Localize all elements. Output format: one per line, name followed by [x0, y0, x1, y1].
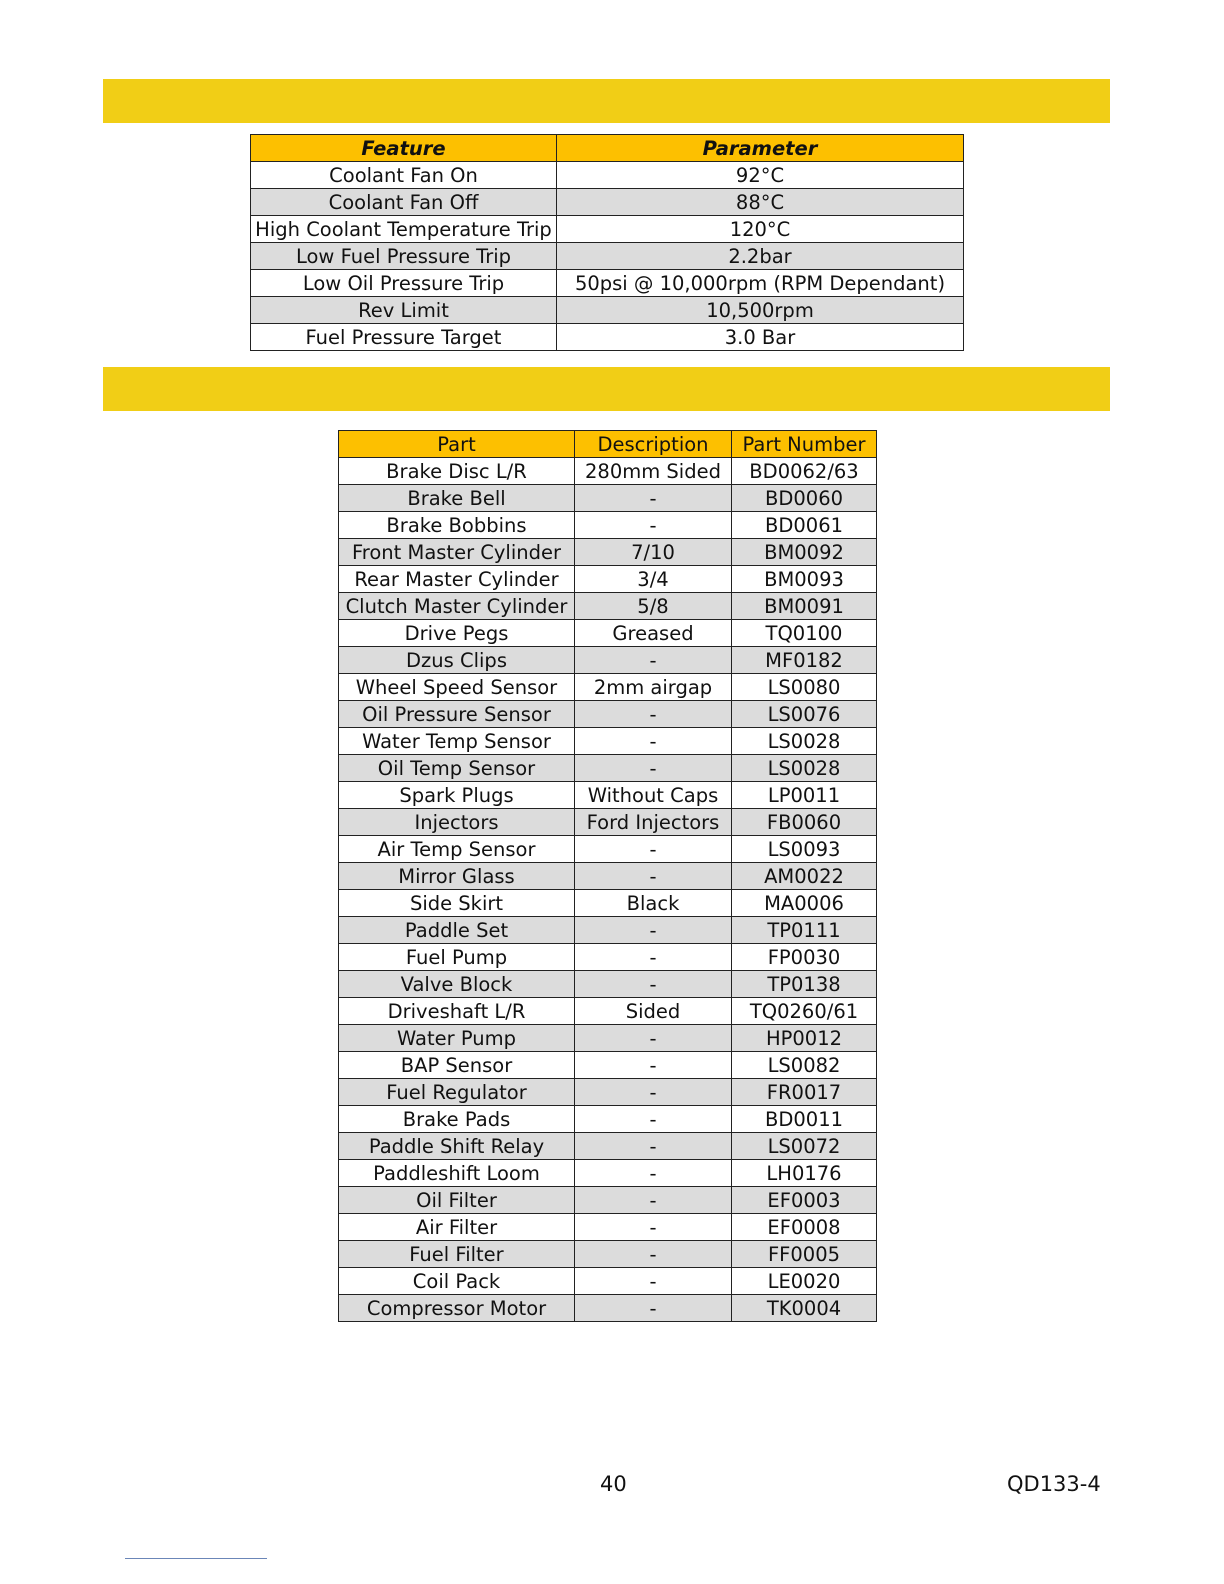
part-cell: Fuel Filter	[339, 1241, 575, 1268]
section-header-band-parts	[103, 367, 1110, 411]
part-cell: Fuel Regulator	[339, 1079, 575, 1106]
part-cell: Air Temp Sensor	[339, 836, 575, 863]
description-cell: 3/4	[575, 566, 732, 593]
description-cell: -	[575, 647, 732, 674]
table-row	[339, 1025, 877, 1052]
table-row	[339, 1079, 877, 1106]
description-cell: -	[575, 1268, 732, 1295]
table-row	[339, 755, 877, 782]
description-cell: -	[575, 728, 732, 755]
part-number-cell: LH0176	[732, 1160, 877, 1187]
part-number-cell: FR0017	[732, 1079, 877, 1106]
part-cell: Coil Pack	[339, 1268, 575, 1295]
feature-cell: Coolant Fan On	[251, 162, 557, 189]
description-cell: -	[575, 1187, 732, 1214]
part-number-cell: LS0028	[732, 755, 877, 782]
description-cell: 7/10	[575, 539, 732, 566]
parameter-cell: 2.2bar	[557, 243, 964, 270]
part-cell: Rear Master Cylinder	[339, 566, 575, 593]
part-number-cell: TK0004	[732, 1295, 877, 1322]
description-cell: 5/8	[575, 593, 732, 620]
part-cell: Injectors	[339, 809, 575, 836]
table-row	[251, 216, 964, 243]
part-number-cell: EF0003	[732, 1187, 877, 1214]
description-cell: -	[575, 944, 732, 971]
feature-cell: Low Oil Pressure Trip	[251, 270, 557, 297]
part-number-cell: BM0093	[732, 566, 877, 593]
part-cell: Oil Temp Sensor	[339, 755, 575, 782]
feature-cell: Coolant Fan Off	[251, 189, 557, 216]
table-row	[251, 297, 964, 324]
part-number-cell: HP0012	[732, 1025, 877, 1052]
description-cell: -	[575, 755, 732, 782]
description-cell: Black	[575, 890, 732, 917]
table-row	[339, 836, 877, 863]
parameter-cell: 88°C	[557, 189, 964, 216]
footnote-divider	[125, 1558, 267, 1559]
parameter-cell: 3.0 Bar	[557, 324, 964, 351]
table-header-row	[339, 431, 877, 458]
table-row	[251, 243, 964, 270]
description-cell: -	[575, 917, 732, 944]
parameter-cell: 50psi @ 10,000rpm (RPM Dependant)	[557, 270, 964, 297]
table-row	[339, 566, 877, 593]
part-cell: Paddle Shift Relay	[339, 1133, 575, 1160]
part-number-cell: LP0011	[732, 782, 877, 809]
table-row	[339, 998, 877, 1025]
part-cell: Side Skirt	[339, 890, 575, 917]
table-row	[339, 917, 877, 944]
part-number-cell: FB0060	[732, 809, 877, 836]
part-cell: Water Pump	[339, 1025, 575, 1052]
table-row	[339, 1295, 877, 1322]
description-cell: -	[575, 836, 732, 863]
table-row	[251, 270, 964, 297]
table-row	[339, 701, 877, 728]
feature-parameter-table	[250, 134, 964, 351]
part-number-cell: LS0076	[732, 701, 877, 728]
part-cell: BAP Sensor	[339, 1052, 575, 1079]
table-row	[339, 593, 877, 620]
part-number-cell: TP0111	[732, 917, 877, 944]
part-number-cell: AM0022	[732, 863, 877, 890]
part-cell: Fuel Pump	[339, 944, 575, 971]
table-row	[339, 809, 877, 836]
part-cell: Drive Pegs	[339, 620, 575, 647]
table-row	[339, 1241, 877, 1268]
part-number-cell: EF0008	[732, 1214, 877, 1241]
description-cell: -	[575, 701, 732, 728]
part-cell: Driveshaft L/R	[339, 998, 575, 1025]
table-row	[339, 1268, 877, 1295]
table-row	[339, 1187, 877, 1214]
column-header-part-number: Part Number	[732, 431, 877, 458]
description-cell: -	[575, 1295, 732, 1322]
part-cell: Brake Bell	[339, 485, 575, 512]
part-number-cell: FP0030	[732, 944, 877, 971]
part-cell: Compressor Motor	[339, 1295, 575, 1322]
description-cell: -	[575, 971, 732, 998]
part-cell: Mirror Glass	[339, 863, 575, 890]
description-cell: -	[575, 485, 732, 512]
table-row	[339, 647, 877, 674]
part-number-cell: BD0011	[732, 1106, 877, 1133]
part-cell: Brake Bobbins	[339, 512, 575, 539]
description-cell: 2mm airgap	[575, 674, 732, 701]
part-number-cell: LS0093	[732, 836, 877, 863]
table-row	[251, 189, 964, 216]
part-number-cell: LS0080	[732, 674, 877, 701]
description-cell: Ford Injectors	[575, 809, 732, 836]
part-number-cell: TQ0100	[732, 620, 877, 647]
part-cell: Brake Pads	[339, 1106, 575, 1133]
feature-cell: Fuel Pressure Target	[251, 324, 557, 351]
description-cell: -	[575, 1025, 732, 1052]
part-number-cell: BD0061	[732, 512, 877, 539]
feature-cell: High Coolant Temperature Trip	[251, 216, 557, 243]
document-code: QD133-4	[1007, 1472, 1101, 1496]
table-row	[339, 674, 877, 701]
table-row	[339, 1160, 877, 1187]
part-number-cell: LE0020	[732, 1268, 877, 1295]
part-cell: Air Filter	[339, 1214, 575, 1241]
part-cell: Water Temp Sensor	[339, 728, 575, 755]
table-row	[339, 1214, 877, 1241]
part-cell: Paddle Set	[339, 917, 575, 944]
part-cell: Front Master Cylinder	[339, 539, 575, 566]
description-cell: -	[575, 1106, 732, 1133]
description-cell: -	[575, 1052, 732, 1079]
table-row	[339, 539, 877, 566]
table-row	[339, 1133, 877, 1160]
table-row	[339, 458, 877, 485]
part-number-cell: BM0092	[732, 539, 877, 566]
description-cell: Sided	[575, 998, 732, 1025]
part-number-cell: MF0182	[732, 647, 877, 674]
column-header-feature: Feature	[251, 135, 557, 162]
table-row	[339, 863, 877, 890]
feature-cell: Low Fuel Pressure Trip	[251, 243, 557, 270]
table-row	[339, 944, 877, 971]
part-cell: Dzus Clips	[339, 647, 575, 674]
table-row	[339, 1106, 877, 1133]
table-row	[339, 890, 877, 917]
table-row	[339, 971, 877, 998]
parameter-cell: 10,500rpm	[557, 297, 964, 324]
column-header-description: Description	[575, 431, 732, 458]
table-row	[339, 782, 877, 809]
table-row	[339, 485, 877, 512]
part-cell: Paddleshift Loom	[339, 1160, 575, 1187]
part-number-cell: LS0082	[732, 1052, 877, 1079]
description-cell: Greased	[575, 620, 732, 647]
part-cell: Brake Disc L/R	[339, 458, 575, 485]
parameter-cell: 120°C	[557, 216, 964, 243]
part-cell: Wheel Speed Sensor	[339, 674, 575, 701]
description-cell: Without Caps	[575, 782, 732, 809]
table-row	[339, 620, 877, 647]
description-cell: -	[575, 1214, 732, 1241]
table-row	[339, 1052, 877, 1079]
table-row	[251, 324, 964, 351]
table-row	[339, 728, 877, 755]
part-number-cell: TQ0260/61	[732, 998, 877, 1025]
column-header-parameter: Parameter	[557, 135, 964, 162]
part-number-cell: LS0072	[732, 1133, 877, 1160]
table-row	[251, 162, 964, 189]
part-cell: Clutch Master Cylinder	[339, 593, 575, 620]
description-cell: -	[575, 1133, 732, 1160]
parts-table	[338, 430, 877, 1322]
description-cell: 280mm Sided	[575, 458, 732, 485]
part-cell: Oil Pressure Sensor	[339, 701, 575, 728]
feature-cell: Rev Limit	[251, 297, 557, 324]
part-number-cell: LS0028	[732, 728, 877, 755]
section-header-band-settings	[103, 79, 1110, 123]
description-cell: -	[575, 512, 732, 539]
parameter-cell: 92°C	[557, 162, 964, 189]
description-cell: -	[575, 1160, 732, 1187]
description-cell: -	[575, 1241, 732, 1268]
table-header-row	[251, 135, 964, 162]
part-number-cell: BD0060	[732, 485, 877, 512]
part-number-cell: BD0062/63	[732, 458, 877, 485]
part-number-cell: TP0138	[732, 971, 877, 998]
part-cell: Valve Block	[339, 971, 575, 998]
table-row	[339, 512, 877, 539]
column-header-part: Part	[339, 431, 575, 458]
description-cell: -	[575, 863, 732, 890]
page-number: 40	[600, 1472, 627, 1496]
description-cell: -	[575, 1079, 732, 1106]
part-number-cell: MA0006	[732, 890, 877, 917]
part-cell: Oil Filter	[339, 1187, 575, 1214]
part-number-cell: BM0091	[732, 593, 877, 620]
part-number-cell: FF0005	[732, 1241, 877, 1268]
part-cell: Spark Plugs	[339, 782, 575, 809]
